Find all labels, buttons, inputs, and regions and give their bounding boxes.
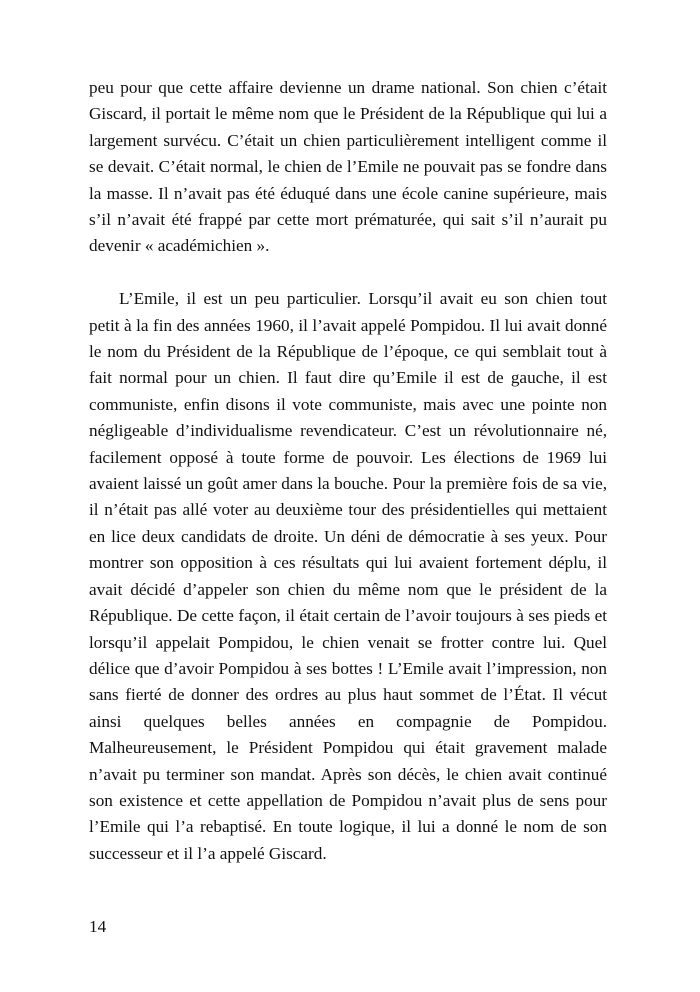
paragraph-continued: peu pour que cette affaire devienne un drame national. Son chien c’était Giscard, il portait le même nom que le Président de la République qui lui a largement survécu. C’était un chien particulièrement intelligent comme il se devait. C’était normal, le chien de l’Emile ne pouvait pas se fondre dans la masse. Il n’avait pas été éduqué dans une école canine supérieure, mais s’il n’avait été frappé par cette mort prématurée, qui sait s’il n’aurait pu devenir « académichien ».	[89, 78, 607, 256]
paragraph-emile: L’Emile, il est un peu particulier. Lorsqu’il avait eu son chien tout petit à la fin des années 1960, il l’avait appelé Pompidou. Il lui avait donné le nom du Président de la République de l’époque, ce qui semblait tout à fait normal pour un chien. Il faut dire qu’Emile il est de gauche, il est communiste, enfin disons il vote communiste, mais avec une pointe non négligeable d’individualisme revendicateur. C’est un révolutionnaire né, facilement opposé à toute forme de pouvoir. Les élections de 1969 lui avaient laissé un goût amer dans la bouche. Pour la première fois de sa vie, il n’était pas allé voter au deuxième tour des présidentielles qui mettaient en lice deux candidats de droite. Un déni de démocratie à ses yeux. Pour montrer son opposition à ces résultats qui lui avaient fortement déplu, il avait décidé d’appeler son chien du même nom que le président de la République. De cette façon, il était certain de l’avoir toujours à ses pieds et lorsqu’il appelait Pompidou, le chien venait se frotter contre lui. Quel délice que d’avoir Pompidou à ses bottes ! L’Emile avait l’impression, non sans fierté de donner des ordres au plus haut sommet de l’État. Il vécut ainsi quelques belles années en compagnie de Pompidou. Malheureusement, le Président Pompidou qui était gravement malade n’avait pu terminer son mandat. Après son décès, le chien avait continué son existence et cette appellation de Pompidou n’avait plus de sens pour l’Emile qui l’a rebaptisé. En toute logique, il lui a donné le nom de son successeur et il l’a appelé Giscard.	[89, 289, 607, 863]
page-number: 14	[89, 917, 107, 936]
body-text	[89, 75, 607, 867]
